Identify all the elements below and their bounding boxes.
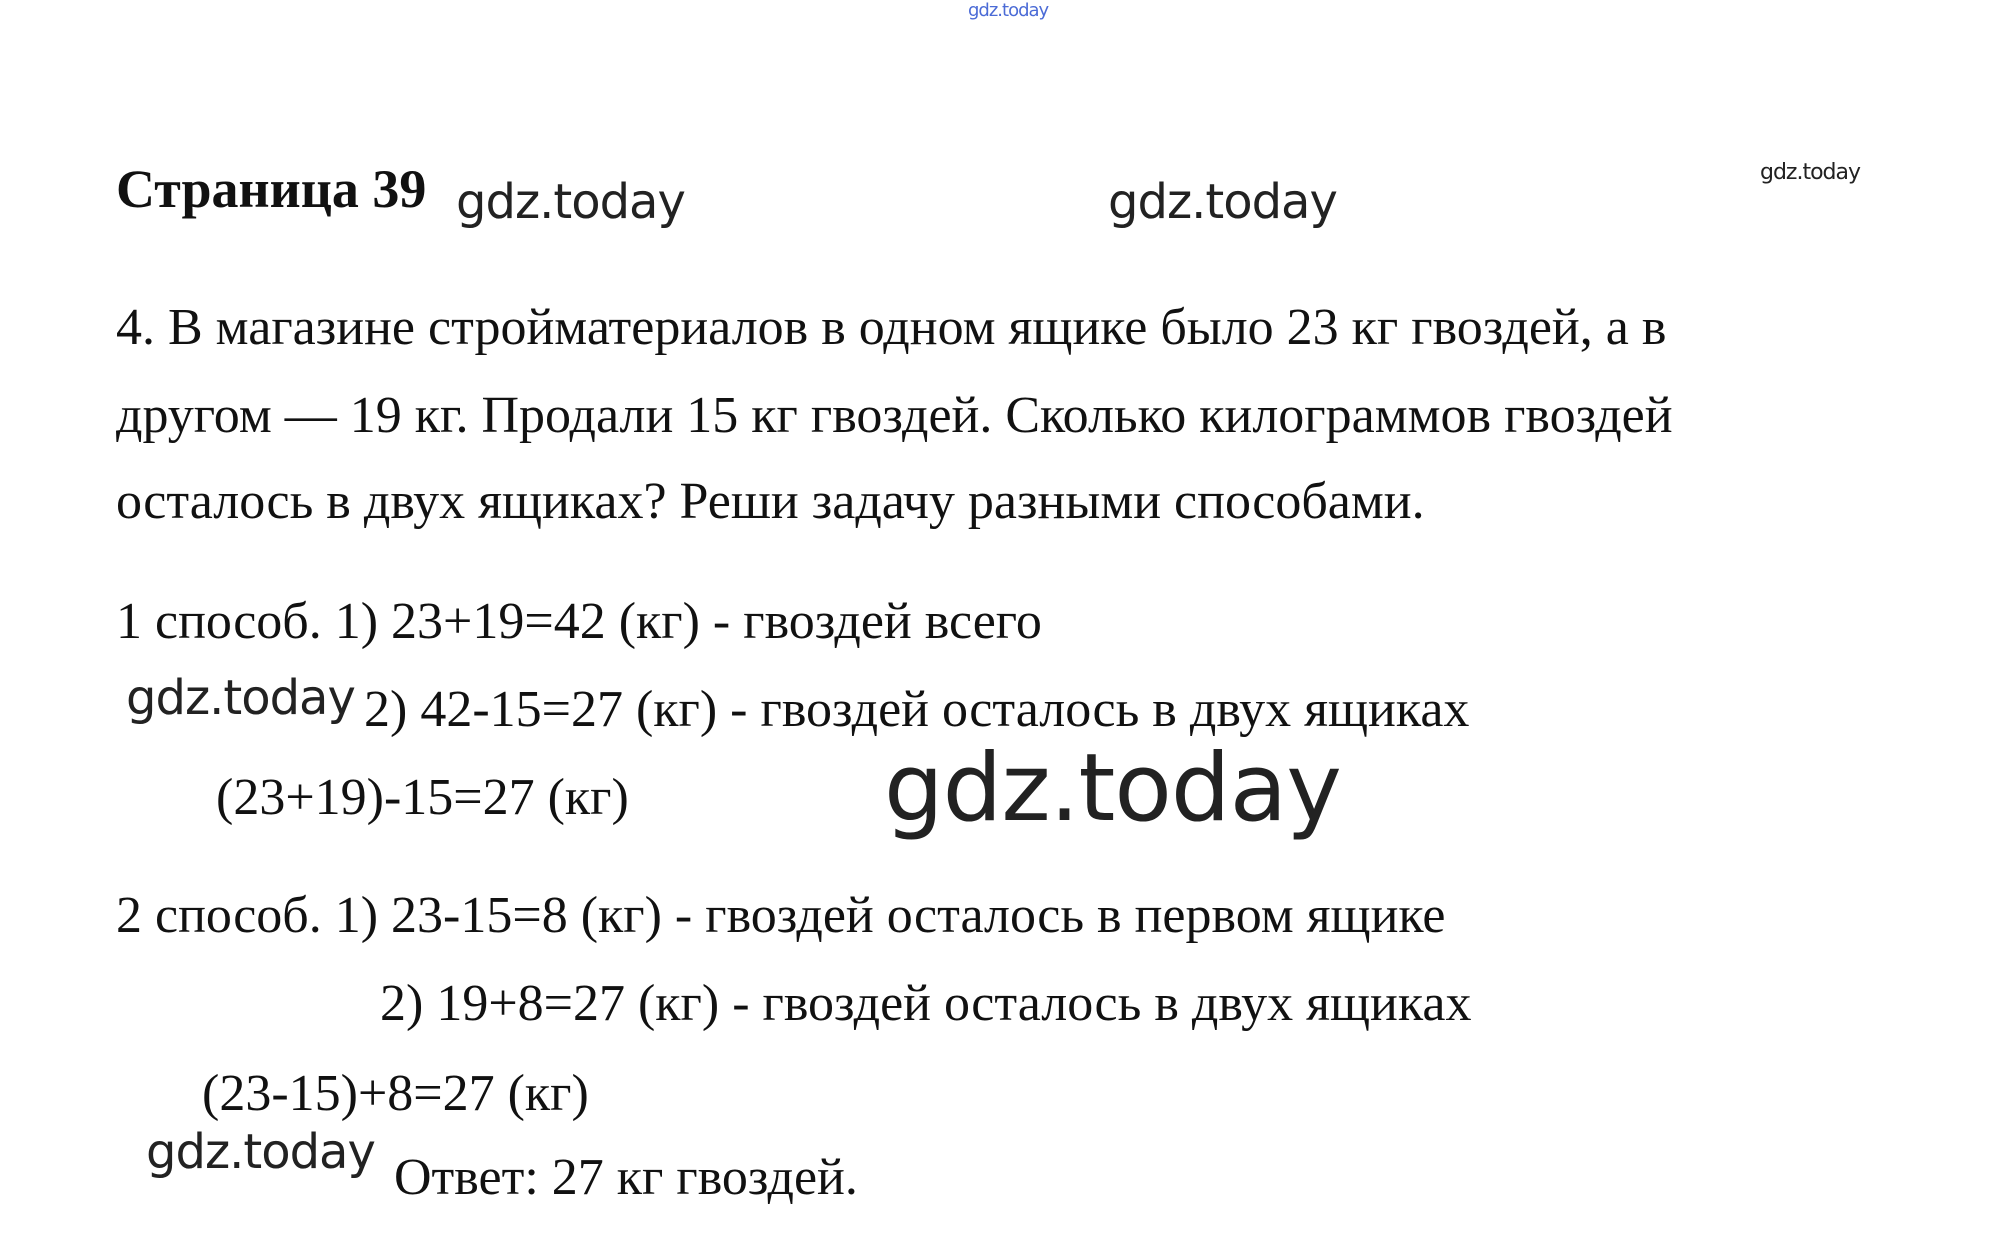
watermark-top-right: gdz.today [1760,160,1861,185]
method2-expression: (23-15)+8=27 (кг) [202,1065,589,1122]
method1-expression: (23+19)-15=27 (кг) [216,769,629,826]
answer-line: Ответ: 27 кг гвоздей. [394,1149,858,1206]
method1-step1: 1 способ. 1) 23+19=42 (кг) - гвоздей всего [116,593,1042,650]
page-title: Страница 39 [116,159,427,219]
method2-step2: 2) 19+8=27 (кг) - гвоздей осталось в двух ящиках [380,975,1472,1032]
watermark-heading-center: gdz.today [1108,174,1337,230]
watermark-method1-left: gdz.today [126,670,355,726]
problem-line-2: другом — 19 кг. Продали 15 кг гвоздей. Сколько килограммов гвоздей [116,387,1673,444]
watermark-heading-left: gdz.today [456,174,685,230]
watermark-method1-center: gdz.today [884,734,1341,843]
watermark-answer-left: gdz.today [146,1124,375,1180]
method1-step2: 2) 42-15=27 (кг) - гвоздей осталось в двух ящиках [364,681,1470,738]
problem-line-3: осталось в двух ящиках? Реши задачу разными способами. [116,473,1425,530]
problem-line-1: 4. В магазине стройматериалов в одном ящике было 23 кг гвоздей, а в [116,299,1667,356]
watermark-top-center: gdz.today [968,0,1049,21]
method2-step1: 2 способ. 1) 23-15=8 (кг) - гвоздей осталось в первом ящике [116,887,1446,944]
